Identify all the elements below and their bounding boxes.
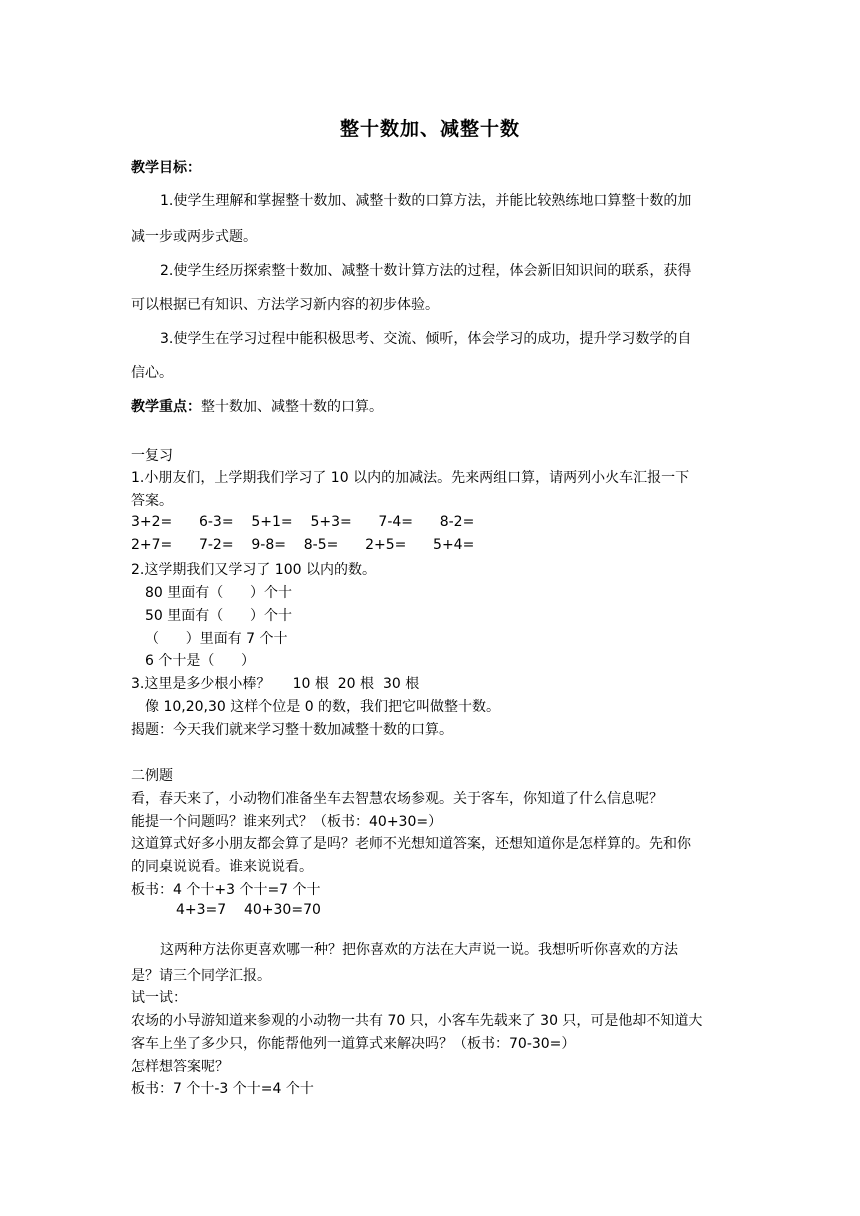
calc-row-1: 3+2= 6-3= 5+1= 5+3= 7-4= 8-2= (131, 514, 475, 530)
example-p4-line-2: 是？请三个同学汇报。 (131, 968, 271, 984)
review-q2-line-3: （ ）里面有 7 个十 (145, 631, 288, 647)
try-heading: 试一试： (131, 990, 187, 1006)
example-p1: 看，春天来了，小动物们准备坐车去智慧农场参观。关于客车，你知道了什么信息呢？ (131, 791, 663, 807)
review-q1-line-1: 1.小朋友们，上学期我们学习了 10 以内的加减法。先来两组口算，请两列小火车汇报一下 (131, 470, 690, 486)
try-question: 怎样想答案呢？ (131, 1059, 229, 1075)
board-3: 板书：7 个十-3 个十=4 个十 (131, 1081, 314, 1097)
review-heading: 一复习 (131, 448, 173, 464)
example-p2: 能提一个问题吗？谁来列式？（板书：40+30=） (131, 814, 443, 830)
review-q2-line-2: 50 里面有（ ）个十 (145, 608, 292, 624)
example-heading: 二例题 (131, 768, 173, 784)
example-p3-line-2: 的同桌说说看。谁来说说看。 (131, 859, 313, 875)
try-line-1: 农场的小导游知道来参观的小动物一共有 70 只，小客车先载来了 30 只，可是他却不知道大 (131, 1013, 703, 1029)
example-p3-line-1: 这道算式好多小朋友都会算了是吗？老师不光想知道答案，还想知道你是怎样算的。先和你 (131, 836, 691, 852)
calc-row-2: 2+7= 7-2= 9-8= 8-5= 2+5= 5+4= (131, 537, 475, 553)
document-title: 整十数加、减整十数 (339, 118, 520, 140)
objective-1-line-1: 1.使学生理解和掌握整十数加、减整十数的口算方法，并能比较熟练地口算整十数的加 (160, 193, 692, 209)
objective-2-line-1: 2.使学生经历探索整十数加、减整十数计算方法的过程，体会新旧知识间的联系，获得 (160, 263, 692, 279)
objective-1-line-2: 减一步或两步式题。 (131, 229, 257, 245)
board-1: 板书：4 个十+3 个十=7 个十 (131, 882, 321, 898)
key-point (131, 396, 731, 416)
review-q2-line-1: 80 里面有（ ）个十 (145, 585, 292, 601)
key-point-label: 教学重点： (131, 399, 201, 415)
review-q3-note: 像 10,20,30 这样个位是 0 的数，我们把它叫做整十数。 (145, 699, 501, 715)
objectives-heading: 教学目标： (131, 160, 201, 176)
example-p4-line-1: 这两种方法你更喜欢哪一种？把你喜欢的方法在大声说一说。我想听听你喜欢的方法 (160, 942, 678, 958)
key-point-text: 整十数加、减整十数的口算。 (201, 399, 383, 415)
objective-3-line-2: 信心。 (131, 365, 173, 381)
board-2: 4+3=7 40+30=70 (176, 902, 321, 918)
objective-2-line-2: 可以根据已有知识、方法学习新内容的初步体验。 (131, 297, 439, 313)
review-q2: 2.这学期我们又学习了 100 以内的数。 (131, 562, 376, 578)
review-reveal: 揭题：今天我们就来学习整十数加减整十数的口算。 (131, 722, 453, 738)
try-line-2: 客车上坐了多少只，你能帮他列一道算式来解决吗？（板书：70-30=） (131, 1036, 576, 1052)
objective-3-line-1: 3.使学生在学习过程中能积极思考、交流、倾听，体会学习的成功，提升学习数学的自 (160, 331, 692, 347)
review-q3: 3.这里是多少根小棒？ 10 根 20 根 30 根 (131, 676, 420, 692)
review-q2-line-4: 6 个十是（ ） (145, 653, 256, 669)
review-q1-line-2: 答案。 (131, 493, 173, 509)
